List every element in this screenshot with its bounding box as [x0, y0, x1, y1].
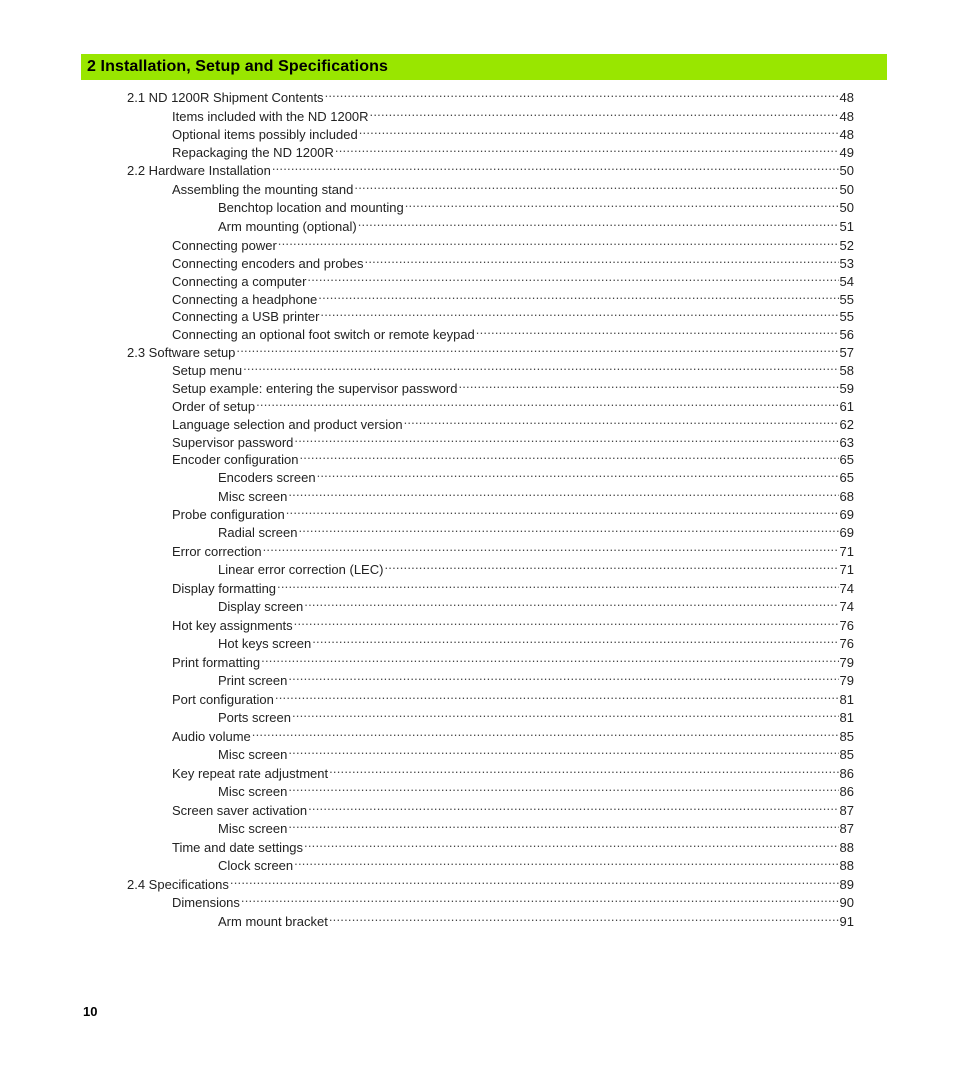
- toc-entry-page: 50: [839, 200, 854, 215]
- toc-leader-dots: [288, 483, 838, 501]
- toc-entry-label: Probe configuration: [172, 507, 285, 522]
- toc-entry-label: Encoders screen: [218, 470, 316, 485]
- toc-entry-page: 91: [839, 914, 854, 929]
- toc-leader-dots: [329, 908, 839, 926]
- toc-entry-page: 71: [839, 562, 854, 577]
- toc-leader-dots: [318, 286, 838, 304]
- toc-leader-dots: [288, 667, 838, 685]
- toc-entry[interactable]: [218, 778, 854, 799]
- toc-leader-dots: [384, 556, 838, 574]
- toc-entry-label: 2.2 Hardware Installation: [127, 163, 271, 178]
- toc-leader-dots: [252, 723, 839, 741]
- toc-entry-label: Supervisor password: [172, 435, 294, 450]
- toc-entry[interactable]: [172, 321, 854, 342]
- toc-leader-dots: [236, 339, 838, 357]
- toc-entry-label: Hot keys screen: [218, 636, 312, 651]
- toc-entry-page: 65: [839, 470, 854, 485]
- toc-entry[interactable]: [218, 852, 854, 873]
- toc-entry-page: 79: [839, 673, 854, 688]
- toc-entry-label: Radial screen: [218, 525, 298, 540]
- toc-entry-page: 48: [839, 109, 854, 124]
- toc-entry-page: 81: [839, 692, 854, 707]
- toc-entry-page: 85: [839, 747, 854, 762]
- toc-entry-page: 79: [839, 655, 854, 670]
- toc-entry[interactable]: [218, 519, 854, 540]
- toc-leader-dots: [299, 519, 839, 537]
- toc-entry-label: 2.1 ND 1200R Shipment Contents: [127, 90, 324, 105]
- toc-entry-label: Audio volume: [172, 729, 251, 744]
- toc-entry-page: 55: [839, 309, 854, 324]
- toc-entry-page: 69: [839, 507, 854, 522]
- toc-entry[interactable]: [127, 871, 854, 892]
- toc-entry-page: 85: [839, 729, 854, 744]
- toc-leader-dots: [288, 778, 838, 796]
- toc-entry-label: Linear error correction (LEC): [218, 562, 384, 577]
- toc-entry-label: Connecting encoders and probes: [172, 256, 364, 271]
- toc-entry-label: Items included with the ND 1200R: [172, 109, 369, 124]
- toc-entry-label: Arm mounting (optional): [218, 219, 357, 234]
- toc-entry-label: Time and date settings: [172, 840, 304, 855]
- toc-entry[interactable]: [172, 797, 854, 818]
- toc-entry-label: Connecting a computer: [172, 274, 307, 289]
- toc-leader-dots: [304, 834, 838, 852]
- toc-entry-page: 50: [839, 182, 854, 197]
- toc-entry-page: 65: [839, 452, 854, 467]
- toc-entry[interactable]: [172, 232, 854, 253]
- toc-leader-dots: [404, 411, 839, 429]
- toc-entry-label: Assembling the mounting stand: [172, 182, 354, 197]
- toc-entry[interactable]: [172, 446, 854, 467]
- toc-entry-page: 48: [839, 127, 854, 142]
- toc-leader-dots: [299, 446, 838, 464]
- toc-entry-page: 74: [839, 581, 854, 596]
- toc-entry-page: 69: [839, 525, 854, 540]
- toc-entry-page: 57: [839, 345, 854, 360]
- toc-entry-page: 89: [839, 877, 854, 892]
- toc-leader-dots: [286, 501, 839, 519]
- chapter-header-bar: [81, 54, 887, 80]
- toc-entry-label: Misc screen: [218, 821, 288, 836]
- toc-entry-label: Benchtop location and mounting: [218, 200, 404, 215]
- toc-entry-label: Dimensions: [172, 895, 240, 910]
- chapter-title: 2 Installation, Setup and Specifications: [87, 58, 388, 75]
- toc-entry-page: 68: [839, 489, 854, 504]
- toc-entry[interactable]: [218, 593, 854, 614]
- toc-leader-dots: [256, 393, 838, 411]
- toc-entry-label: Key repeat rate adjustment: [172, 766, 329, 781]
- toc-entry-label: 2.4 Specifications: [127, 877, 229, 892]
- toc-entry-page: 62: [839, 417, 854, 432]
- toc-leader-dots: [320, 303, 838, 321]
- toc-entry-label: Connecting power: [172, 238, 277, 253]
- toc-leader-dots: [312, 630, 838, 648]
- toc-entry-page: 90: [839, 895, 854, 910]
- toc-entry-label: Connecting a USB printer: [172, 309, 320, 324]
- toc-entry[interactable]: [172, 393, 854, 414]
- toc-leader-dots: [294, 612, 839, 630]
- toc-entry-label: Error correction: [172, 544, 262, 559]
- toc-entry-label: Display screen: [218, 599, 304, 614]
- toc-leader-dots: [275, 686, 839, 704]
- toc-leader-dots: [335, 139, 839, 157]
- toc-entry[interactable]: [172, 501, 854, 522]
- toc-entry-page: 51: [839, 219, 854, 234]
- toc-entry-page: 74: [839, 599, 854, 614]
- toc-entry-label: Connecting an optional foot switch or remote keypad: [172, 327, 475, 342]
- toc-entry-page: 87: [839, 803, 854, 818]
- toc-leader-dots: [263, 538, 839, 556]
- toc-leader-dots: [292, 704, 839, 722]
- toc-entry-page: 53: [839, 256, 854, 271]
- toc-leader-dots: [277, 575, 838, 593]
- toc-leader-dots: [476, 321, 839, 339]
- toc-entry[interactable]: [172, 834, 854, 855]
- toc-leader-dots: [304, 593, 838, 611]
- toc-entry[interactable]: [172, 686, 854, 707]
- toc-leader-dots: [308, 797, 838, 815]
- toc-entry[interactable]: [172, 357, 854, 378]
- toc-entry-label: Arm mount bracket: [218, 914, 328, 929]
- toc-entry-label: Connecting a headphone: [172, 292, 318, 307]
- toc-entry-page: 76: [839, 636, 854, 651]
- toc-leader-dots: [365, 250, 839, 268]
- toc-entry-page: 61: [839, 399, 854, 414]
- toc-leader-dots: [458, 375, 838, 393]
- toc-entry-page: 58: [839, 363, 854, 378]
- toc-entry-label: Screen saver activation: [172, 803, 308, 818]
- toc-entry-page: 88: [839, 840, 854, 855]
- toc-entry[interactable]: [127, 157, 854, 178]
- toc-entry-page: 81: [839, 710, 854, 725]
- toc-entry[interactable]: [172, 411, 854, 432]
- toc-entry-label: 2.3 Software setup: [127, 345, 236, 360]
- toc-leader-dots: [317, 464, 839, 482]
- toc-entry[interactable]: [218, 630, 854, 651]
- toc-leader-dots: [294, 852, 838, 870]
- toc-entry-label: Order of setup: [172, 399, 256, 414]
- toc-entry-page: 86: [839, 784, 854, 799]
- toc-entry-label: Language selection and product version: [172, 417, 403, 432]
- toc-entry[interactable]: [172, 429, 854, 450]
- toc-entry-page: 88: [839, 858, 854, 873]
- toc-entry[interactable]: [218, 213, 854, 234]
- toc-leader-dots: [370, 103, 839, 121]
- toc-entry[interactable]: [172, 375, 854, 396]
- toc-leader-dots: [405, 194, 839, 212]
- toc-entry[interactable]: [218, 483, 854, 504]
- toc-entry[interactable]: [172, 121, 854, 142]
- toc-entry[interactable]: [218, 741, 854, 762]
- toc-leader-dots: [307, 268, 838, 286]
- toc-entry[interactable]: [172, 139, 854, 160]
- toc-leader-dots: [261, 649, 838, 667]
- toc-entry[interactable]: [218, 556, 854, 577]
- toc-entry-page: 86: [839, 766, 854, 781]
- toc-entry-label: Misc screen: [218, 784, 288, 799]
- toc-entry-label: Setup menu: [172, 363, 243, 378]
- toc-leader-dots: [325, 84, 839, 102]
- toc-entry-label: Misc screen: [218, 747, 288, 762]
- toc-entry-page: 49: [839, 145, 854, 160]
- toc-leader-dots: [329, 760, 838, 778]
- toc-leader-dots: [272, 157, 839, 175]
- toc-entry-label: Hot key assignments: [172, 618, 293, 633]
- toc-entry[interactable]: [172, 889, 854, 910]
- toc-entry-page: 76: [839, 618, 854, 633]
- toc-entry-label: Optional items possibly included: [172, 127, 358, 142]
- toc-entry-page: 63: [839, 435, 854, 450]
- toc-leader-dots: [241, 889, 839, 907]
- toc-entry-label: Print formatting: [172, 655, 261, 670]
- toc-leader-dots: [243, 357, 838, 375]
- toc-entry[interactable]: [172, 250, 854, 271]
- toc-entry[interactable]: [218, 704, 854, 725]
- toc-entry[interactable]: [218, 815, 854, 836]
- toc-leader-dots: [278, 232, 839, 250]
- toc-leader-dots: [354, 176, 838, 194]
- toc-entry-label: Setup example: entering the supervisor password: [172, 381, 458, 396]
- toc-entry[interactable]: [172, 286, 854, 307]
- toc-entry[interactable]: [127, 339, 854, 360]
- toc-entry[interactable]: [218, 908, 854, 929]
- toc-entry[interactable]: [127, 84, 854, 105]
- toc-entry-page: 54: [839, 274, 854, 289]
- toc-entry[interactable]: [172, 268, 854, 289]
- toc-entry[interactable]: [172, 538, 854, 559]
- toc-entry[interactable]: [172, 575, 854, 596]
- toc-entry[interactable]: [218, 667, 854, 688]
- toc-leader-dots: [359, 121, 839, 139]
- toc-leader-dots: [288, 815, 838, 833]
- toc-entry[interactable]: [172, 103, 854, 124]
- toc-entry[interactable]: [218, 194, 854, 215]
- toc-leader-dots: [294, 429, 838, 447]
- toc-leader-dots: [288, 741, 838, 759]
- toc-entry-label: Repackaging the ND 1200R: [172, 145, 334, 160]
- toc-entry-page: 87: [839, 821, 854, 836]
- toc-leader-dots: [358, 213, 839, 231]
- page-number: 10: [83, 1004, 98, 1019]
- toc-entry[interactable]: [172, 723, 854, 744]
- toc-entry[interactable]: [218, 464, 854, 485]
- toc-leader-dots: [230, 871, 839, 889]
- toc-entry-page: 55: [839, 292, 854, 307]
- toc-entry-page: 52: [839, 238, 854, 253]
- toc-entry-label: Ports screen: [218, 710, 291, 725]
- toc-entry-label: Display formatting: [172, 581, 277, 596]
- toc-entry[interactable]: [172, 612, 854, 633]
- toc-entry-label: Misc screen: [218, 489, 288, 504]
- toc-entry-label: Port configuration: [172, 692, 274, 707]
- toc-entry-page: 59: [839, 381, 854, 396]
- toc-entry-label: Print screen: [218, 673, 288, 688]
- toc-entry-page: 56: [839, 327, 854, 342]
- toc-entry-label: Clock screen: [218, 858, 294, 873]
- toc-entry-page: 71: [839, 544, 854, 559]
- toc-entry-page: 48: [839, 90, 854, 105]
- toc-entry-label: Encoder configuration: [172, 452, 299, 467]
- toc-entry[interactable]: [172, 303, 854, 324]
- toc-entry[interactable]: [172, 760, 854, 781]
- toc-entry-page: 50: [839, 163, 854, 178]
- toc-entry[interactable]: [172, 176, 854, 197]
- toc-entry[interactable]: [172, 649, 854, 670]
